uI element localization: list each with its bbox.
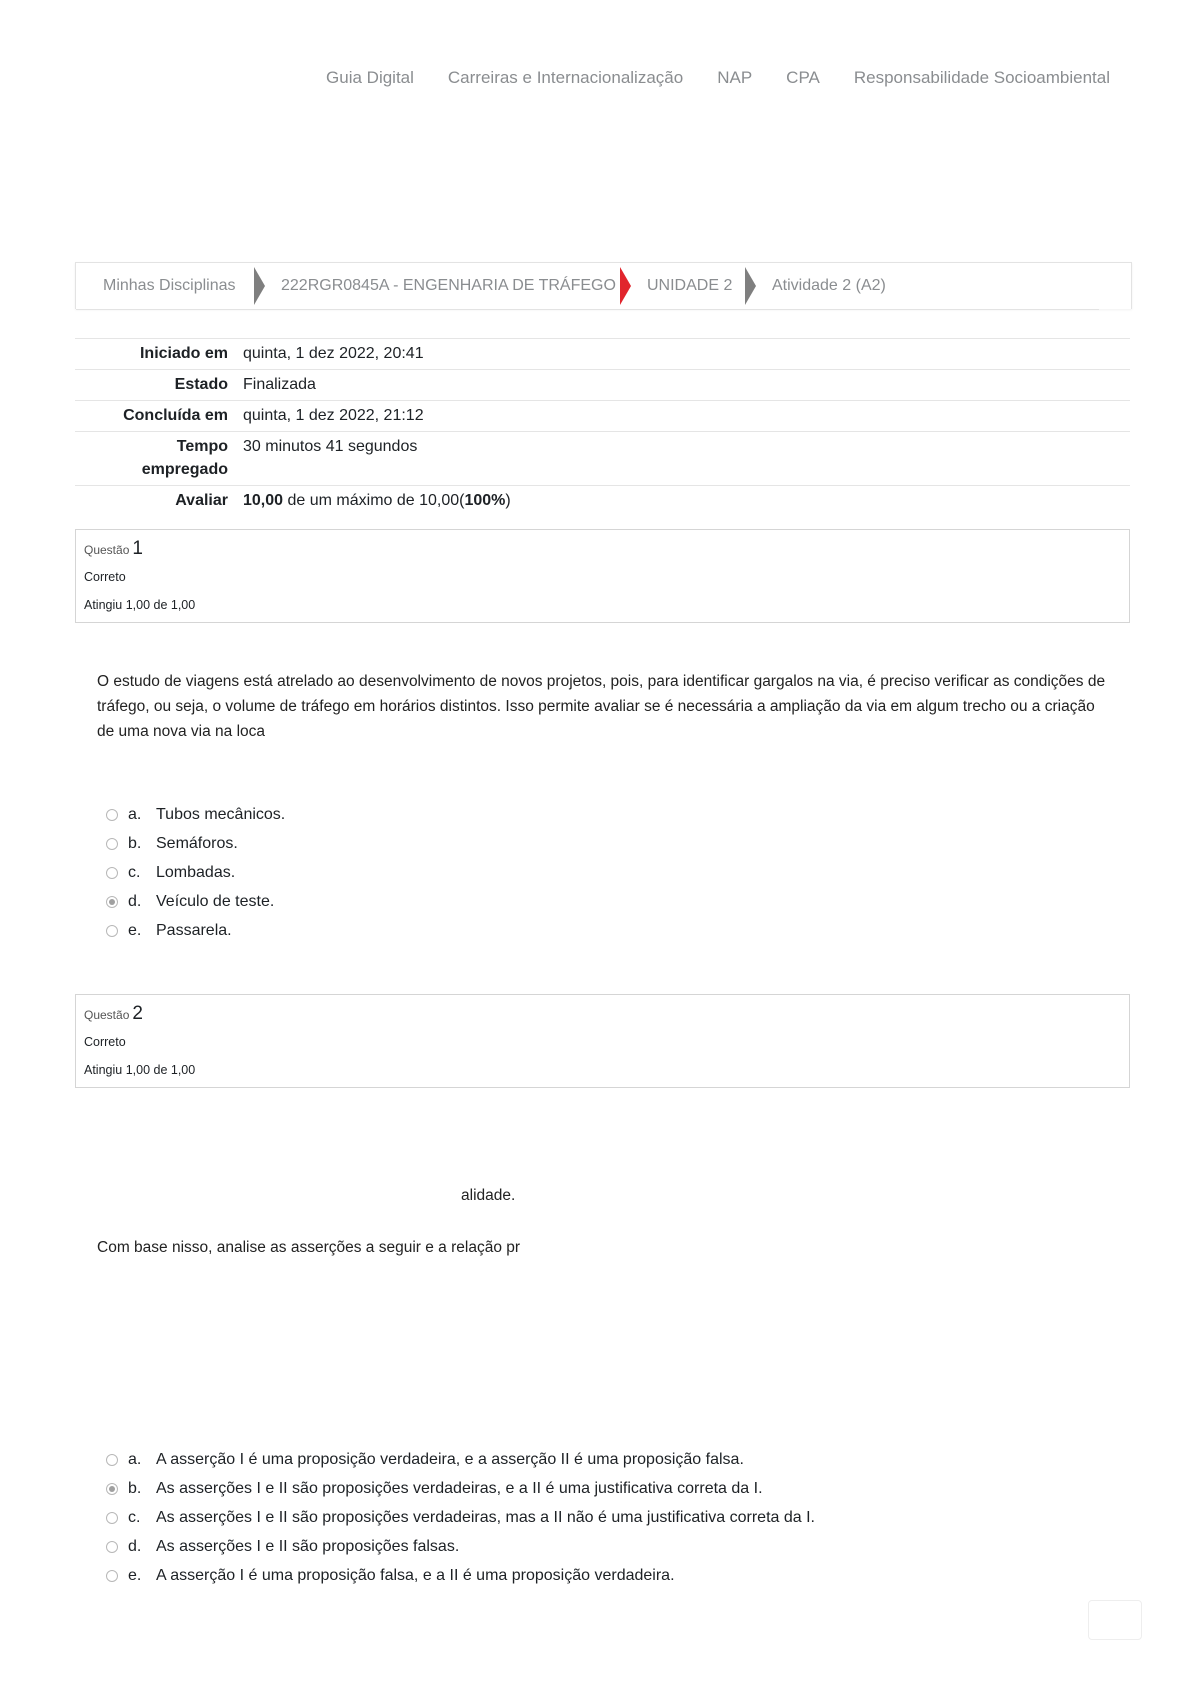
summary-label: Iniciado em	[139, 345, 228, 362]
radio-button[interactable]	[106, 1570, 118, 1582]
answer-text: Semáforos.	[156, 834, 238, 852]
radio-button-selected[interactable]	[106, 1483, 118, 1495]
answer-text: Veículo de teste.	[156, 892, 275, 910]
question-state: Correto	[84, 1035, 126, 1049]
question-label	[84, 538, 143, 560]
breadcrumb-separator-icon	[745, 267, 756, 305]
breadcrumb	[75, 262, 1132, 309]
summary-label-line: Tempo	[176, 438, 228, 455]
breadcrumb-separator-icon	[620, 267, 631, 305]
breadcrumb-activity[interactable]: Atividade 2 (A2)	[772, 277, 886, 294]
summary-label: Estado	[174, 376, 228, 393]
breadcrumb-minhas-disciplinas[interactable]: Minhas Disciplinas	[103, 277, 236, 294]
answer-letter: a.	[128, 1450, 142, 1468]
answer-option-e[interactable]	[106, 916, 285, 945]
summary-label-line: empregado	[141, 461, 228, 478]
answer-letter: e.	[128, 921, 142, 939]
answer-letter: d.	[128, 892, 142, 910]
scroll-to-top-button[interactable]	[1088, 1600, 1142, 1640]
radio-button[interactable]	[106, 1512, 118, 1524]
radio-button[interactable]	[106, 1454, 118, 1466]
answer-text: As asserções I e II são proposições verdadeiras, mas a II não é uma justificativa correta da I.	[156, 1508, 815, 1526]
answer-letter: b.	[128, 1479, 142, 1497]
summary-value: quinta, 1 dez 2022, 20:41	[243, 345, 424, 362]
answer-text: As asserções I e II são proposições verdadeiras, e a II é uma justificativa correta da I.	[156, 1479, 763, 1497]
grade-percent: 100%	[464, 492, 506, 509]
summary-label: Avaliar	[175, 492, 228, 509]
answer-text: A asserção I é uma proposição verdadeira, e a asserção II é uma proposição falsa.	[156, 1450, 744, 1468]
top-navigation	[326, 68, 1110, 88]
answer-text: A asserção I é uma proposição falsa, e a II é uma proposição verdadeira.	[156, 1566, 675, 1584]
answer-option-b[interactable]	[106, 829, 285, 858]
nav-responsabilidade[interactable]: Responsabilidade Socioambiental	[853, 68, 1110, 87]
answer-letter: b.	[128, 834, 142, 852]
question-1-text: O estudo de viagens está atrelado ao desenvolvimento de novos projetos, pois, para identificar gargalos na via, é preciso verificar as condições de tráfego, ou seja, o volume de tráfego em horários distintos. Isso permite avaliar se é necessária a ampliação da via em algum trecho ou a criação de uma nova via na loca	[97, 673, 1106, 740]
answer-text: As asserções I e II são proposições falsas.	[156, 1537, 460, 1555]
question-2-answers	[106, 1445, 815, 1590]
question-label	[84, 1003, 143, 1025]
summary-label: Concluída em	[123, 407, 228, 424]
summary-row-started	[75, 338, 1130, 369]
radio-button[interactable]	[106, 1541, 118, 1553]
grade-text-end: )	[505, 492, 511, 509]
answer-letter: e.	[128, 1566, 142, 1584]
answer-option-b[interactable]	[106, 1474, 815, 1503]
question-label-text: Questão	[84, 543, 130, 557]
summary-value: 30 minutos 41 segundos	[243, 438, 418, 455]
question-1-info	[75, 529, 1130, 623]
question-1-answers	[106, 800, 285, 945]
question-grade: Atingiu 1,00 de 1,00	[84, 1063, 196, 1077]
summary-row-time	[75, 431, 1130, 485]
nav-carreiras[interactable]: Carreiras e Internacionalização	[447, 68, 684, 87]
breadcrumb-course[interactable]: 222RGR0845A - ENGENHARIA DE TRÁFEGO	[281, 277, 616, 294]
radio-button-selected[interactable]	[106, 896, 118, 908]
question-label-text: Questão	[84, 1008, 130, 1022]
summary-value: Finalizada	[243, 376, 316, 393]
nav-nap[interactable]: NAP	[717, 68, 753, 87]
radio-button[interactable]	[106, 925, 118, 937]
answer-text: Lombadas.	[156, 863, 236, 881]
radio-button[interactable]	[106, 867, 118, 879]
question-2-text: Com base nisso, analise as asserções a seguir e a relação pr	[97, 1239, 521, 1256]
answer-option-e[interactable]	[106, 1561, 815, 1590]
answer-letter: a.	[128, 805, 142, 823]
answer-option-c[interactable]	[106, 1503, 815, 1532]
nav-cpa[interactable]: CPA	[786, 68, 820, 87]
summary-row-grade	[75, 485, 1130, 516]
question-grade: Atingiu 1,00 de 1,00	[84, 598, 196, 612]
answer-option-d[interactable]	[106, 887, 285, 916]
question-state: Correto	[84, 570, 126, 584]
answer-text: Tubos mecânicos.	[156, 805, 286, 823]
grade-score: 10,00	[243, 492, 284, 509]
answer-letter: c.	[128, 1508, 141, 1526]
question-2-info	[75, 994, 1130, 1088]
question-number: 1	[132, 538, 143, 559]
summary-row-completed	[75, 400, 1130, 431]
summary-row-state	[75, 369, 1130, 400]
answer-letter: d.	[128, 1537, 142, 1555]
question-2-fragment: alidade.	[461, 1187, 516, 1204]
answer-option-a[interactable]	[106, 1445, 815, 1474]
answer-letter: c.	[128, 863, 141, 881]
radio-button[interactable]	[106, 838, 118, 850]
grade-text: de um máximo de 10,00(	[283, 492, 465, 509]
breadcrumb-unit[interactable]: UNIDADE 2	[647, 277, 733, 294]
summary-value: quinta, 1 dez 2022, 21:12	[243, 407, 424, 424]
attempt-summary-table	[75, 338, 1130, 516]
answer-option-a[interactable]	[106, 800, 285, 829]
radio-button[interactable]	[106, 809, 118, 821]
summary-label	[75, 432, 228, 485]
answer-text: Passarela.	[156, 921, 232, 939]
answer-option-d[interactable]	[106, 1532, 815, 1561]
answer-option-c[interactable]	[106, 858, 285, 887]
question-number: 2	[132, 1003, 143, 1024]
nav-guia-digital[interactable]: Guia Digital	[326, 68, 414, 87]
breadcrumb-separator-icon	[254, 267, 265, 305]
summary-value	[228, 486, 511, 516]
